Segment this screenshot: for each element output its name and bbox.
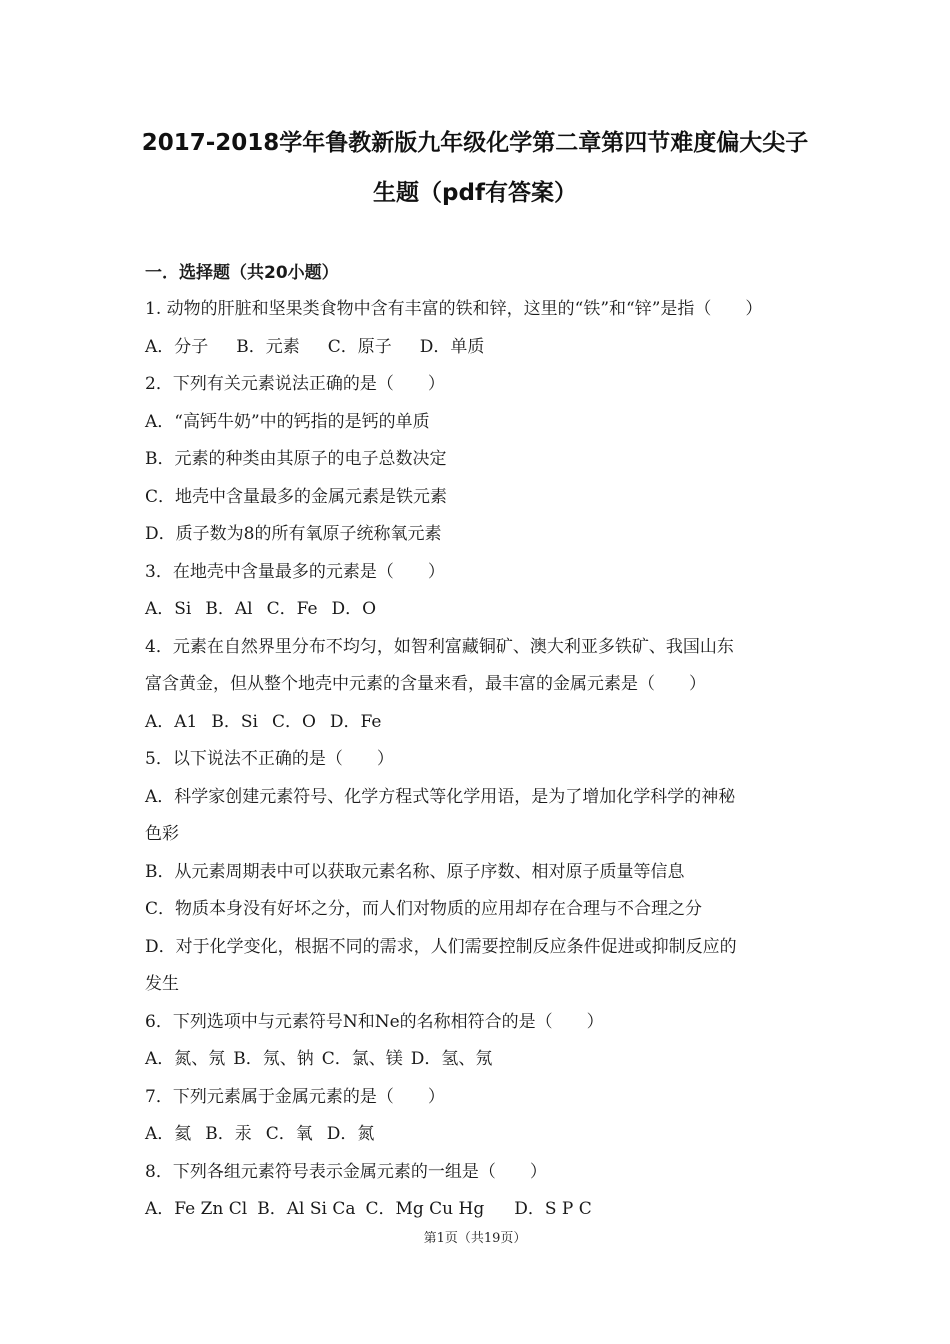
question-stem: 5．以下说法不正确的是（ ） <box>145 749 394 769</box>
answer-option: C．氧 <box>265 1124 313 1144</box>
question-5 <box>145 741 810 1004</box>
answer-option: C．O <box>271 711 316 732</box>
answer-option: 色彩 <box>145 824 179 844</box>
answer-option: D．S P C <box>514 1199 592 1219</box>
question-2 <box>145 366 810 554</box>
answer-option: C．地壳中含量最多的金属元素是铁元素 <box>145 486 448 507</box>
answer-option: B．Si <box>211 711 258 732</box>
question-stem: 3．在地壳中含量最多的元素是（ ） <box>145 561 445 582</box>
question-stem: 8．下列各组元素符号表示金属元素的一组是（ ） <box>145 1161 547 1182</box>
question-4 <box>145 629 810 742</box>
answer-option: C．原子 <box>327 336 392 357</box>
question-6 <box>145 1004 810 1079</box>
question-stem: 富含黄金，但从整个地壳中元素的含量来看，最丰富的金属元素是（ ） <box>145 674 706 694</box>
option-row <box>145 704 810 742</box>
question-7 <box>145 1079 810 1154</box>
option-row <box>145 1041 810 1079</box>
answer-option: B．从元素周期表中可以获取元素名称、原子序数、相对原子质量等信息 <box>145 861 685 882</box>
question-stem: 7．下列元素属于金属元素的是（ ） <box>145 1086 445 1107</box>
document-title-line-2: 生题（pdf有答案） <box>373 180 577 206</box>
answer-option: A．Fe Zn Cl <box>145 1199 248 1219</box>
option-row <box>145 1116 810 1154</box>
option-row <box>145 329 810 367</box>
answer-option: C．Mg Cu Hg <box>365 1199 485 1219</box>
answer-option: D．单质 <box>419 336 485 357</box>
option-row <box>145 1191 810 1229</box>
answer-option: A．A1 <box>145 711 198 732</box>
page-footer: 第1页（共19页） <box>423 1231 527 1246</box>
answer-option: A．氮、氖 <box>145 1049 226 1069</box>
answer-option: B．元素的种类由其原子的电子总数决定 <box>145 449 447 469</box>
answer-option: A．科学家创建元素符号、化学方程式等化学用语，是为了增加化学科学的神秘 <box>145 786 736 807</box>
question-3 <box>145 554 810 629</box>
answer-option: D．对于化学变化，根据不同的需求，人们需要控制反应条件促进或抑制反应的 <box>145 936 737 957</box>
question-8 <box>145 1154 810 1229</box>
answer-option: D．Fe <box>329 711 382 732</box>
question-stem: 2．下列有关元素说法正确的是（ ） <box>145 374 445 394</box>
answer-option: A．Si <box>145 599 192 619</box>
answer-option: A．“高钙牛奶”中的钙指的是钙的单质 <box>145 411 430 432</box>
answer-option: D．O <box>331 599 377 619</box>
answer-option: A．分子 <box>145 336 209 357</box>
answer-option: D．氢、氖 <box>410 1049 493 1069</box>
question-stem: 1. 动物的肝脏和坚果类食物中含有丰富的铁和锌，这里的“铁”和“锌”是指（ ） <box>145 299 763 319</box>
answer-option: A．氦 <box>145 1124 192 1144</box>
answer-option: D．氮 <box>326 1124 375 1144</box>
section-heading: 一．选择题（共20小题） <box>145 263 339 283</box>
answer-option: B．氖、钠 <box>233 1049 314 1069</box>
answer-option: D．质子数为8的所有氧原子统称氧元素 <box>145 524 442 544</box>
question-stem: 6．下列选项中与元素符号N和Ne的名称相符合的是（ ） <box>145 1011 604 1032</box>
answer-option: C．物质本身没有好坏之分，而人们对物质的应用却存在合理与不合理之分 <box>145 899 703 919</box>
answer-option: C．Fe <box>266 599 318 619</box>
answer-option: B．汞 <box>205 1124 252 1144</box>
answer-option: C．氯、镁 <box>321 1049 403 1069</box>
answer-option: B．元素 <box>236 336 300 357</box>
option-row <box>145 591 810 629</box>
answer-option: B．Al Si Ca <box>257 1199 356 1219</box>
question-stem: 4．元素在自然界里分布不均匀，如智利富藏铜矿、澳大利亚多铁矿、我国山东 <box>145 636 734 657</box>
answer-option: 发生 <box>145 974 179 994</box>
question-list <box>145 291 810 1229</box>
document-title-line-1: 2017-2018学年鲁教新版九年级化学第二章第四节难度偏大尖子 <box>141 130 809 156</box>
answer-option: B．Al <box>205 599 253 619</box>
question-1 <box>145 291 810 366</box>
